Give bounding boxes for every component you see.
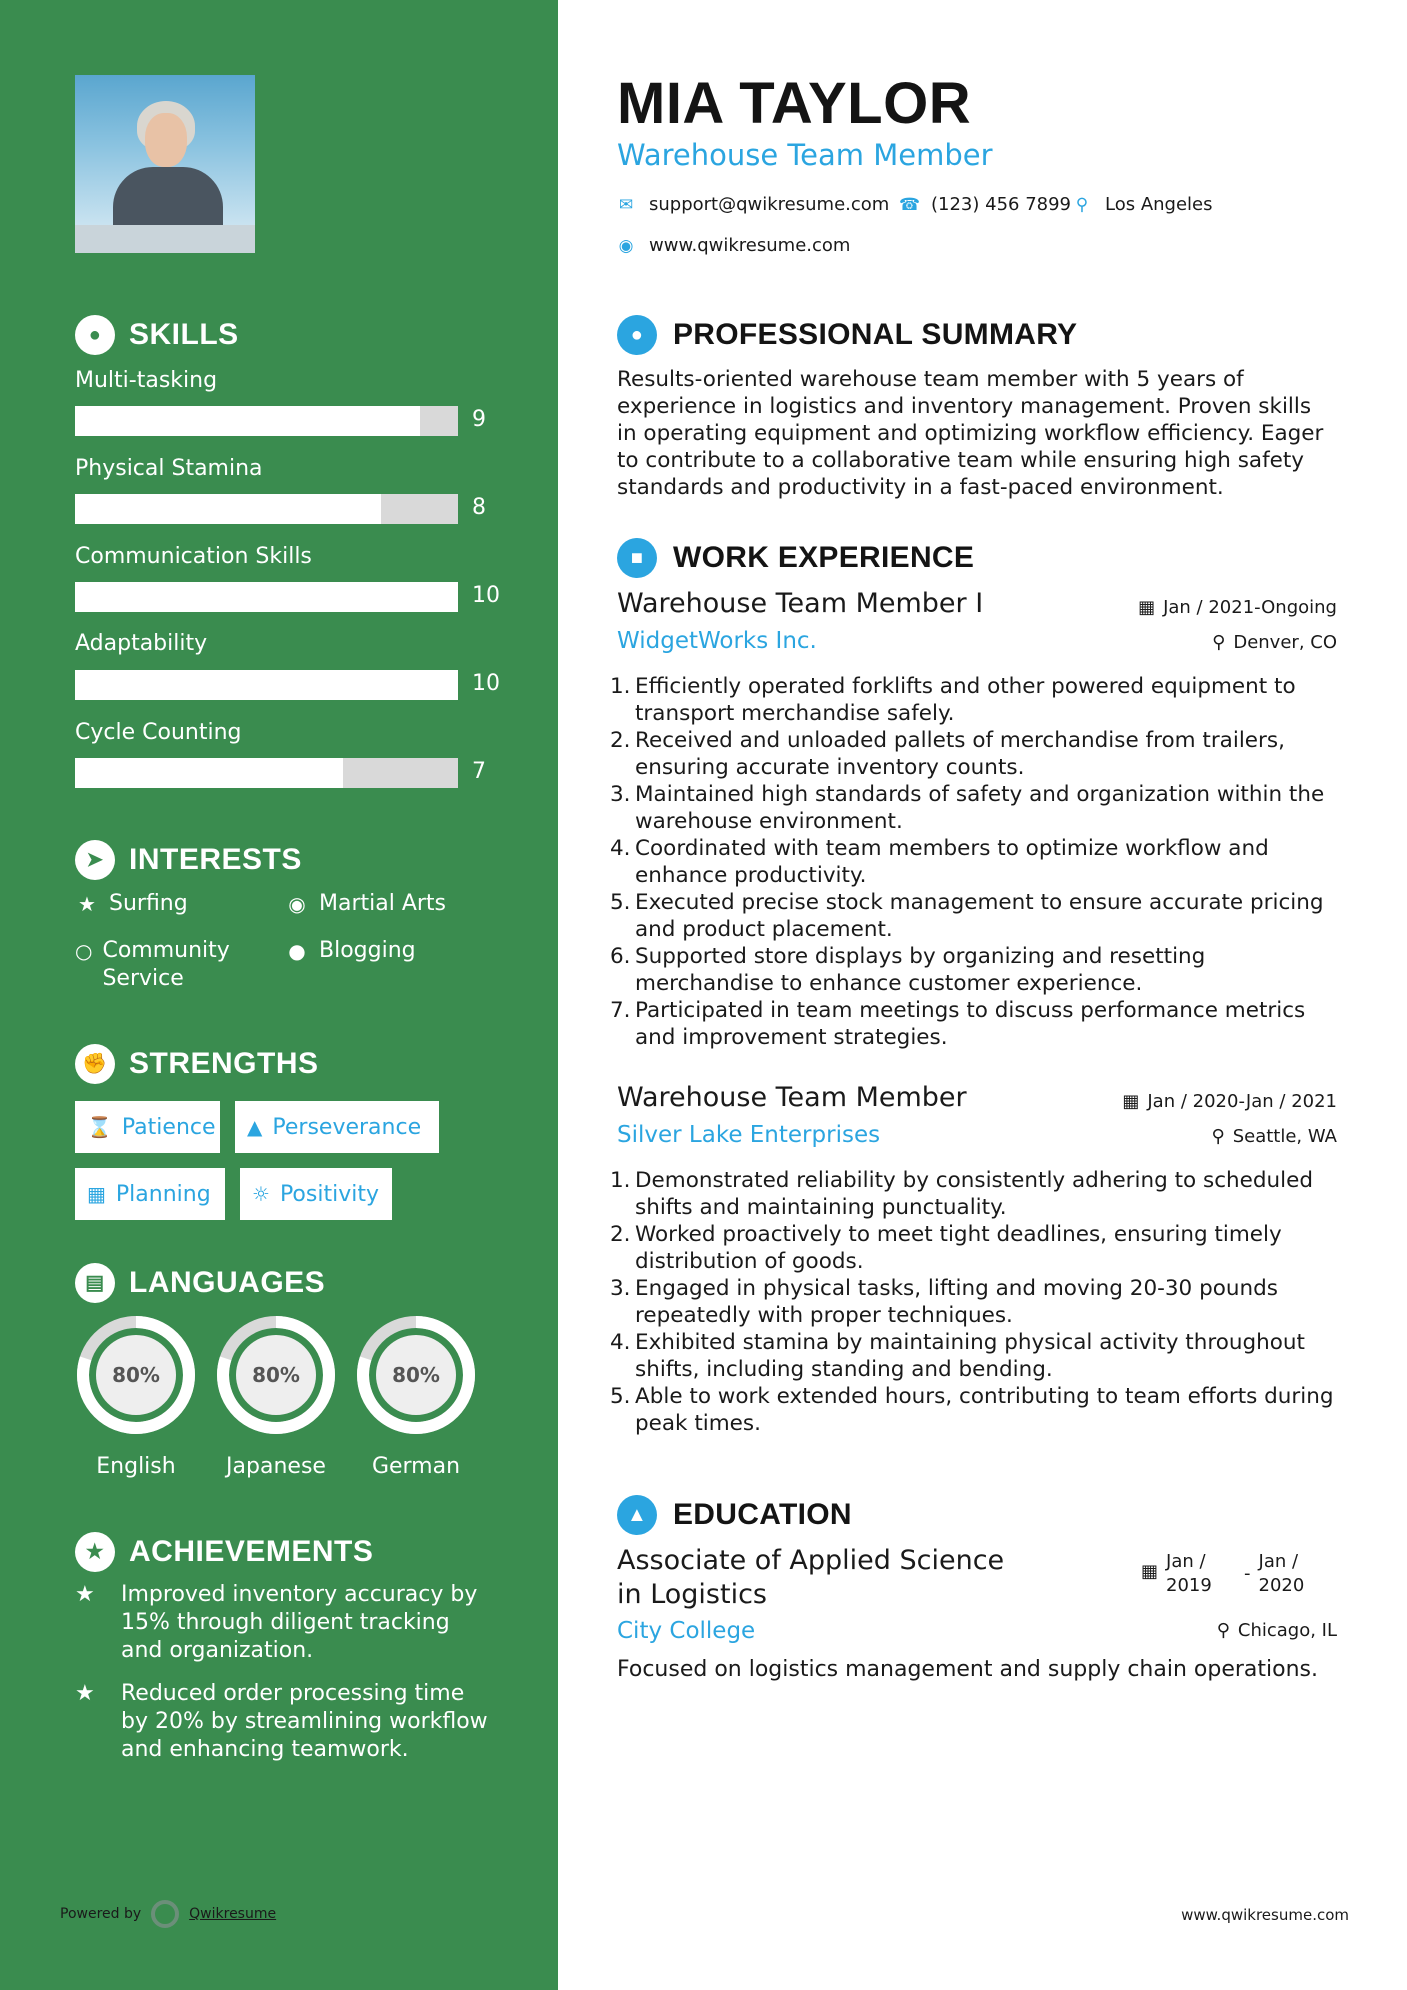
language-percent: 80%: [112, 1363, 160, 1387]
graduation-cap-icon: ▲: [617, 1495, 657, 1535]
summary-text: Results-oriented warehouse team member with 5 years of experience in logistics and inventory management. Proven skills in operating equipment and optimizing workflow efficiency. Eager to contribute to a collaborative team while ensuring high safety standards and productivity in a fast-paced environment.: [617, 367, 1324, 500]
skill-value: 9: [472, 407, 486, 432]
skill-label: Adaptability: [75, 631, 208, 656]
footer-website[interactable]: www.qwikresume.com: [1181, 1906, 1349, 1924]
skill-bar: [75, 758, 458, 788]
experience-heading: ■ WORK EXPERIENCE: [617, 538, 974, 578]
map-pin-icon: ⚲: [1075, 194, 1089, 215]
interest-item: ○ Community Service: [75, 938, 230, 991]
list-item: 4. Coordinated with team members to optimize workflow and enhance productivity.: [610, 836, 1269, 888]
skill-value: 10: [472, 671, 500, 696]
skill-bar-fill: [75, 406, 420, 436]
skill-label: Cycle Counting: [75, 720, 242, 745]
star-badge-icon: ★: [75, 1532, 115, 1572]
qwikresume-logo-icon: [151, 1900, 179, 1928]
job-bullets: [610, 673, 1337, 1051]
education-description: Focused on logistics management and supply chain operations.: [617, 1657, 1318, 1682]
list-item: 2. Received and unloaded pallets of merchandise from trailers, ensuring accurate inventory counts.: [610, 728, 1285, 780]
language-item: [75, 1314, 197, 1479]
skill-bar: [75, 670, 458, 700]
job-title: Warehouse Team Member: [617, 1082, 967, 1113]
strength-chip: ⌛ Patience: [75, 1101, 220, 1153]
hand-icon: ○: [75, 939, 93, 963]
calendar-icon: ▦: [1138, 597, 1156, 618]
briefcase-icon: ■: [617, 538, 657, 578]
users-icon: ●: [288, 939, 306, 963]
job-title: Warehouse Team Member I: [617, 588, 984, 619]
skill-value: 7: [472, 759, 486, 784]
qwikresume-link[interactable]: Qwikresume: [189, 1906, 277, 1922]
achievements-heading: ★ ACHIEVEMENTS: [75, 1532, 373, 1572]
list-item: 5. Executed precise stock management to ensure accurate pricing and product placement.: [610, 890, 1324, 942]
candidate-name: MIA TAYLOR: [617, 71, 972, 136]
list-item: 6. Supported store displays by organizing and resetting merchandise to enhance customer experience.: [610, 944, 1206, 996]
pushpin-icon: ⚲: [1212, 632, 1226, 653]
contact-location: ⚲ Los Angeles: [1073, 194, 1213, 215]
hourglass-icon: ⌛: [87, 1115, 112, 1139]
calendar-icon: ▦: [87, 1182, 106, 1206]
education-heading: ▲ EDUCATION: [617, 1495, 852, 1535]
paper-plane-icon: ➤: [75, 840, 115, 880]
job-company: Silver Lake Enterprises: [617, 1122, 881, 1148]
profile-photo: [75, 75, 255, 253]
envelope-icon: ✉: [618, 194, 634, 215]
strength-chip: ☼ Positivity: [240, 1168, 392, 1220]
main-content: [610, 0, 1337, 1990]
globe-icon: ◉: [618, 235, 634, 256]
skill-label: Physical Stamina: [75, 456, 263, 481]
achievement-item: ★ Improved inventory accuracy by 15% through diligent tracking and organization.: [75, 1582, 478, 1663]
list-item: 1. Efficiently operated forklifts and other powered equipment to transport merchandise safely.: [610, 674, 1296, 726]
strength-chip: ▦ Planning: [75, 1168, 225, 1220]
education-school: City College: [617, 1618, 756, 1644]
skill-bar: [75, 406, 458, 436]
interest-item: ◉ Martial Arts: [285, 890, 446, 918]
list-item: 5. Able to work extended hours, contributing to team efforts during peak times.: [610, 1384, 1334, 1436]
skill-bar-fill: [75, 670, 458, 700]
skill-bar: [75, 494, 458, 524]
star-icon: ★: [78, 892, 96, 916]
globe-icon: ◉: [288, 892, 306, 916]
contact-email[interactable]: ✉ support@qwikresume.com: [618, 194, 890, 215]
job-company: WidgetWorks Inc.: [617, 628, 817, 654]
lightbulb-icon: ●: [75, 315, 115, 355]
contact-phone: ☎ (123) 456 7899: [899, 194, 1072, 215]
education-degree: Associate of Applied Science in Logistics: [617, 1545, 1005, 1610]
language-name: Japanese: [226, 1454, 326, 1479]
id-card-icon: ▤: [75, 1263, 115, 1303]
star-icon: ★: [75, 1681, 95, 1706]
education-dates: ▦ Jan / 2019 - Jan / 2020: [1141, 1551, 1305, 1596]
language-ring: [355, 1314, 477, 1436]
strength-chip: ▲ Perseverance: [235, 1101, 439, 1153]
candidate-role: Warehouse Team Member: [617, 138, 993, 172]
interest-item: ★ Surfing: [75, 890, 188, 918]
interests-heading: ➤ INTERESTS: [75, 840, 302, 880]
language-item: [355, 1314, 477, 1479]
job-location: ⚲ Seattle, WA: [1211, 1126, 1337, 1147]
user-icon: ●: [617, 315, 657, 355]
languages-heading: ▤ LANGUAGES: [75, 1263, 325, 1303]
powered-by: Powered by Qwikresume: [60, 1900, 276, 1928]
summary-heading: ● PROFESSIONAL SUMMARY: [617, 315, 1077, 355]
calendar-icon: ▦: [1141, 1561, 1159, 1582]
phone-icon: ☎: [899, 194, 921, 215]
job-dates: ▦ Jan / 2020-Jan / 2021: [1122, 1091, 1337, 1112]
list-item: 2. Worked proactively to meet tight deadlines, ensuring timely distribution of goods.: [610, 1222, 1282, 1274]
skill-bar-fill: [75, 582, 458, 612]
language-item: [215, 1314, 337, 1479]
strengths-heading: ✊ STRENGTHS: [75, 1044, 319, 1084]
language-name: German: [371, 1454, 461, 1479]
skills-heading: ● SKILLS: [75, 315, 239, 355]
achievement-item: ★ Reduced order processing time by 20% by streamlining workflow and enhancing teamwork.: [75, 1681, 488, 1762]
language-percent: 80%: [252, 1363, 300, 1387]
skill-label: Communication Skills: [75, 544, 312, 569]
education-location: ⚲ Chicago, IL: [1216, 1620, 1337, 1641]
list-item: 3. Maintained high standards of safety and organization within the warehouse environment.: [610, 782, 1325, 834]
list-item: 3. Engaged in physical tasks, lifting and moving 20-30 pounds repeatedly with proper techniques.: [610, 1276, 1278, 1328]
job-location: ⚲ Denver, CO: [1212, 632, 1337, 653]
language-percent: 80%: [392, 1363, 440, 1387]
sidebar: [0, 0, 558, 1990]
fist-icon: ✊: [75, 1044, 115, 1084]
language-ring: [215, 1314, 337, 1436]
job-dates: ▦ Jan / 2021-Ongoing: [1138, 597, 1337, 618]
language-name: English: [96, 1454, 176, 1479]
sun-icon: ☼: [252, 1182, 270, 1206]
skill-label: Multi-tasking: [75, 368, 218, 393]
list-item: 1. Demonstrated reliability by consistently adhering to scheduled shifts and maintaining punctuality.: [610, 1168, 1314, 1220]
road-icon: ▲: [247, 1115, 263, 1139]
skill-bar-fill: [75, 758, 343, 788]
job-bullets: [610, 1167, 1337, 1437]
star-icon: ★: [75, 1582, 95, 1607]
interest-item: ● Blogging: [285, 937, 416, 965]
skill-value: 8: [472, 495, 486, 520]
list-item: 4. Exhibited stamina by maintaining physical activity throughout shifts, including standing and bending.: [610, 1330, 1305, 1382]
skill-bar: [75, 582, 458, 612]
pushpin-icon: ⚲: [1211, 1126, 1225, 1147]
list-item: 7. Participated in team meetings to discuss performance metrics and improvement strategies.: [610, 998, 1306, 1050]
contact-website[interactable]: ◉ www.qwikresume.com: [618, 235, 851, 256]
skill-bar-fill: [75, 494, 381, 524]
calendar-icon: ▦: [1122, 1091, 1140, 1112]
language-ring: [75, 1314, 197, 1436]
pushpin-icon: ⚲: [1216, 1620, 1230, 1641]
skill-value: 10: [472, 583, 500, 608]
